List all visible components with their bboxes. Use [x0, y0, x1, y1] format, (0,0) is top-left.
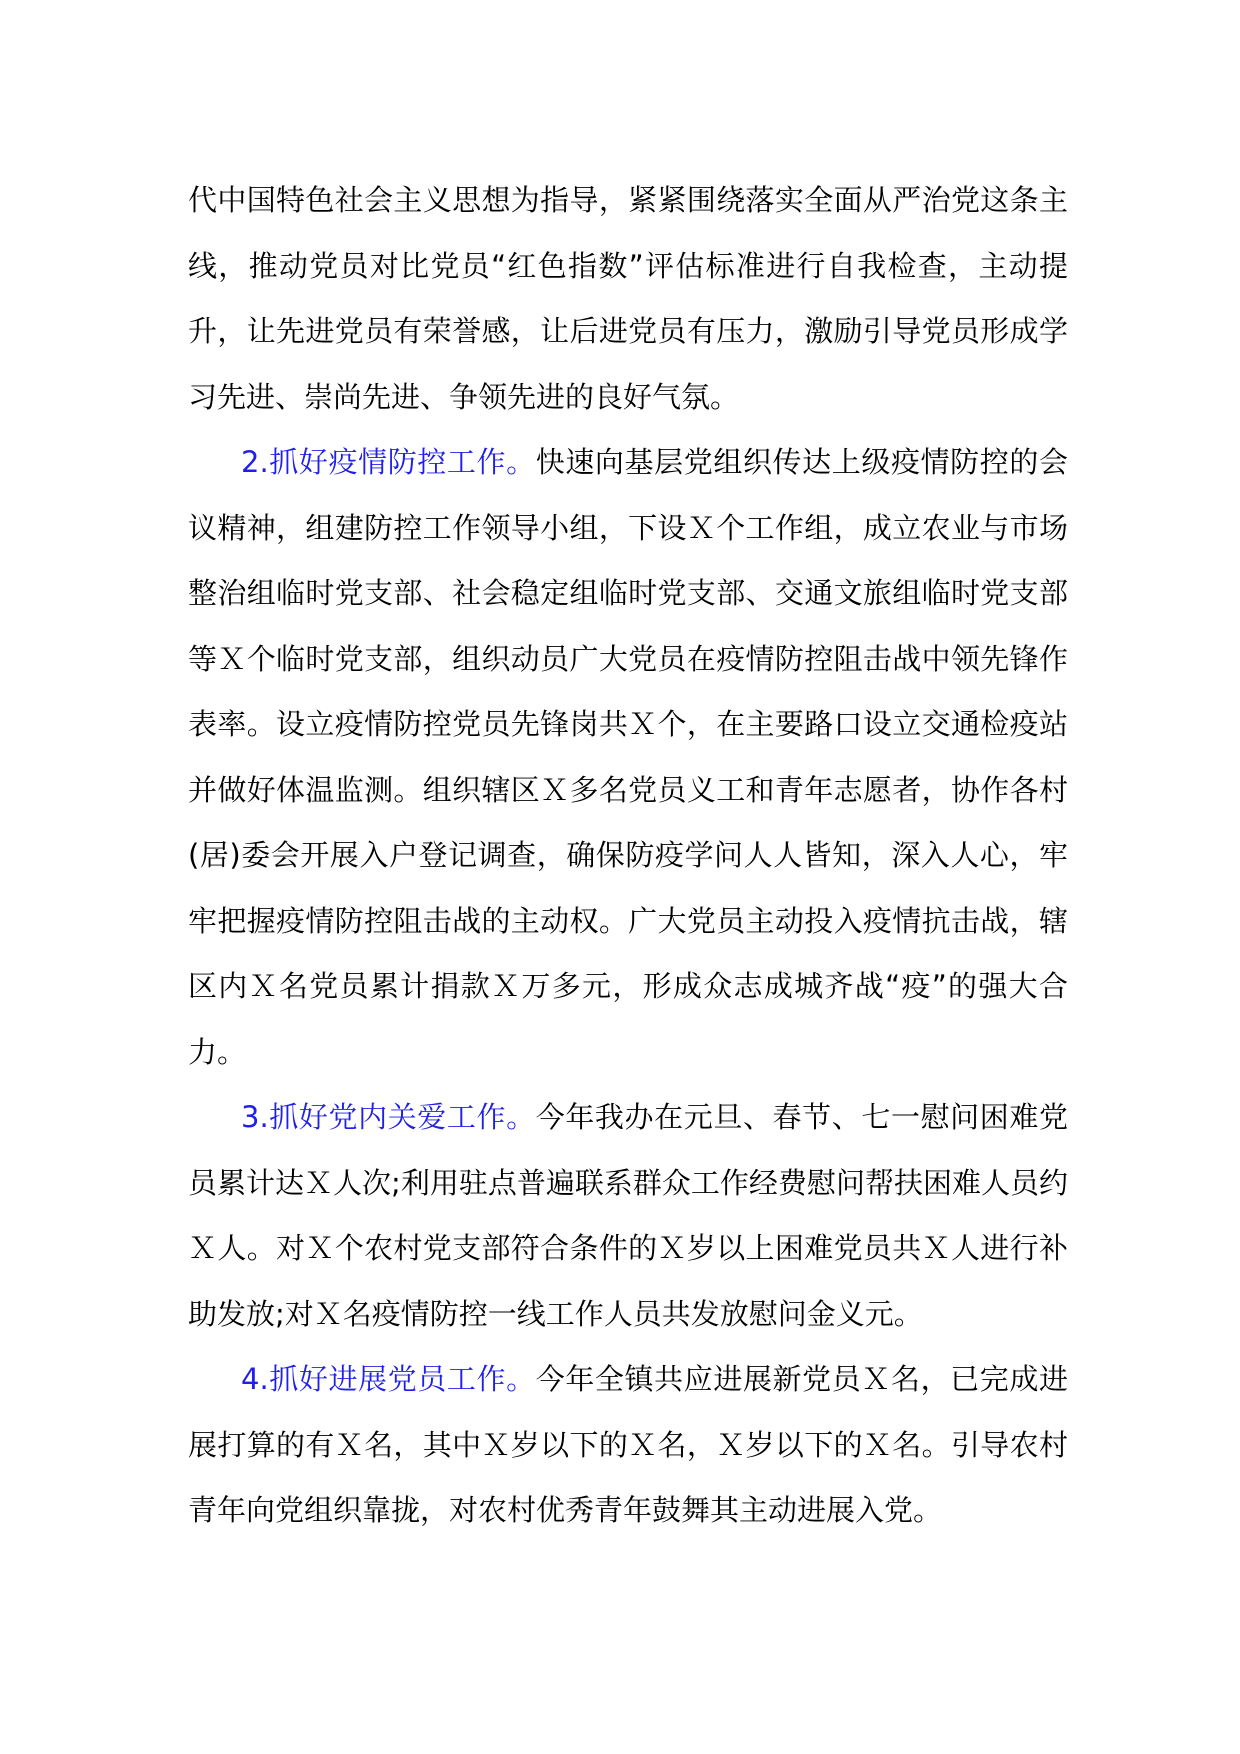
paragraph-body: 快速向基层党组织传达上级疫情防控的会议精神，组建防控工作领导小组，下设Ｘ个工作组，成立农业与市场整治组临时党支部、社会稳定组临时党支部、交通文旅组临时党支部等Ｘ个临时党支部，组织动员广大党员在疫情防控阻击战中领先锋作表率。设立疫情防控党员先锋岗共Ｘ个，在主要路口设立交通检疫站并做好体温监测。组织辖区Ｘ多名党员义工和青年志愿者，协作各村(居)委会开展入户登记调查，确保防疫学问人人皆知，深入人心，牢牢把握疫情防控阻击战的主动权。广大党员主动投入疫情抗击战，辖区内Ｘ名党员累计捐款Ｘ万多元，形成众志成城齐战“疫”的强大合力。: [188, 445, 1068, 1069]
paragraph-member-development: [188, 1347, 1068, 1544]
paragraph-party-care: [188, 1085, 1068, 1347]
paragraph-continuation: [188, 168, 1068, 430]
section-heading-epidemic-control: 2.抓好疫情防控工作。: [241, 445, 536, 479]
section-heading-member-development: 4.抓好进展党员工作。: [241, 1362, 536, 1396]
section-heading-party-care: 3.抓好党内关爱工作。: [241, 1100, 536, 1134]
paragraph-body: 今年全镇共应进展新党员Ｘ名，已完成进展打算的有Ｘ名，其中Ｘ岁以下的Ｘ名，Ｘ岁以下的Ｘ名。引导农村青年向党组织靠拢，对农村优秀青年鼓舞其主动进展入党。: [188, 1362, 1068, 1527]
paragraph-epidemic-control: [188, 430, 1068, 1085]
document-page: [188, 168, 1068, 1544]
paragraph-body: 今年我办在元旦、春节、七一慰问困难党员累计达Ｘ人次;利用驻点普遍联系群众工作经费慰问帮扶困难人员约Ｘ人。对Ｘ个农村党支部符合条件的Ｘ岁以上困难党员共Ｘ人进行补助发放;对Ｘ名疫情防控一线工作人员共发放慰问金义元。: [188, 1100, 1068, 1331]
paragraph-body: 代中国特色社会主义思想为指导，紧紧围绕落实全面从严治党这条主线，推动党员对比党员“红色指数”评估标准进行自我检查，主动提升，让先进党员有荣誉感，让后进党员有压力，激励引导党员形成学习先进、崇尚先进、争领先进的良好气氛。: [188, 183, 1068, 414]
